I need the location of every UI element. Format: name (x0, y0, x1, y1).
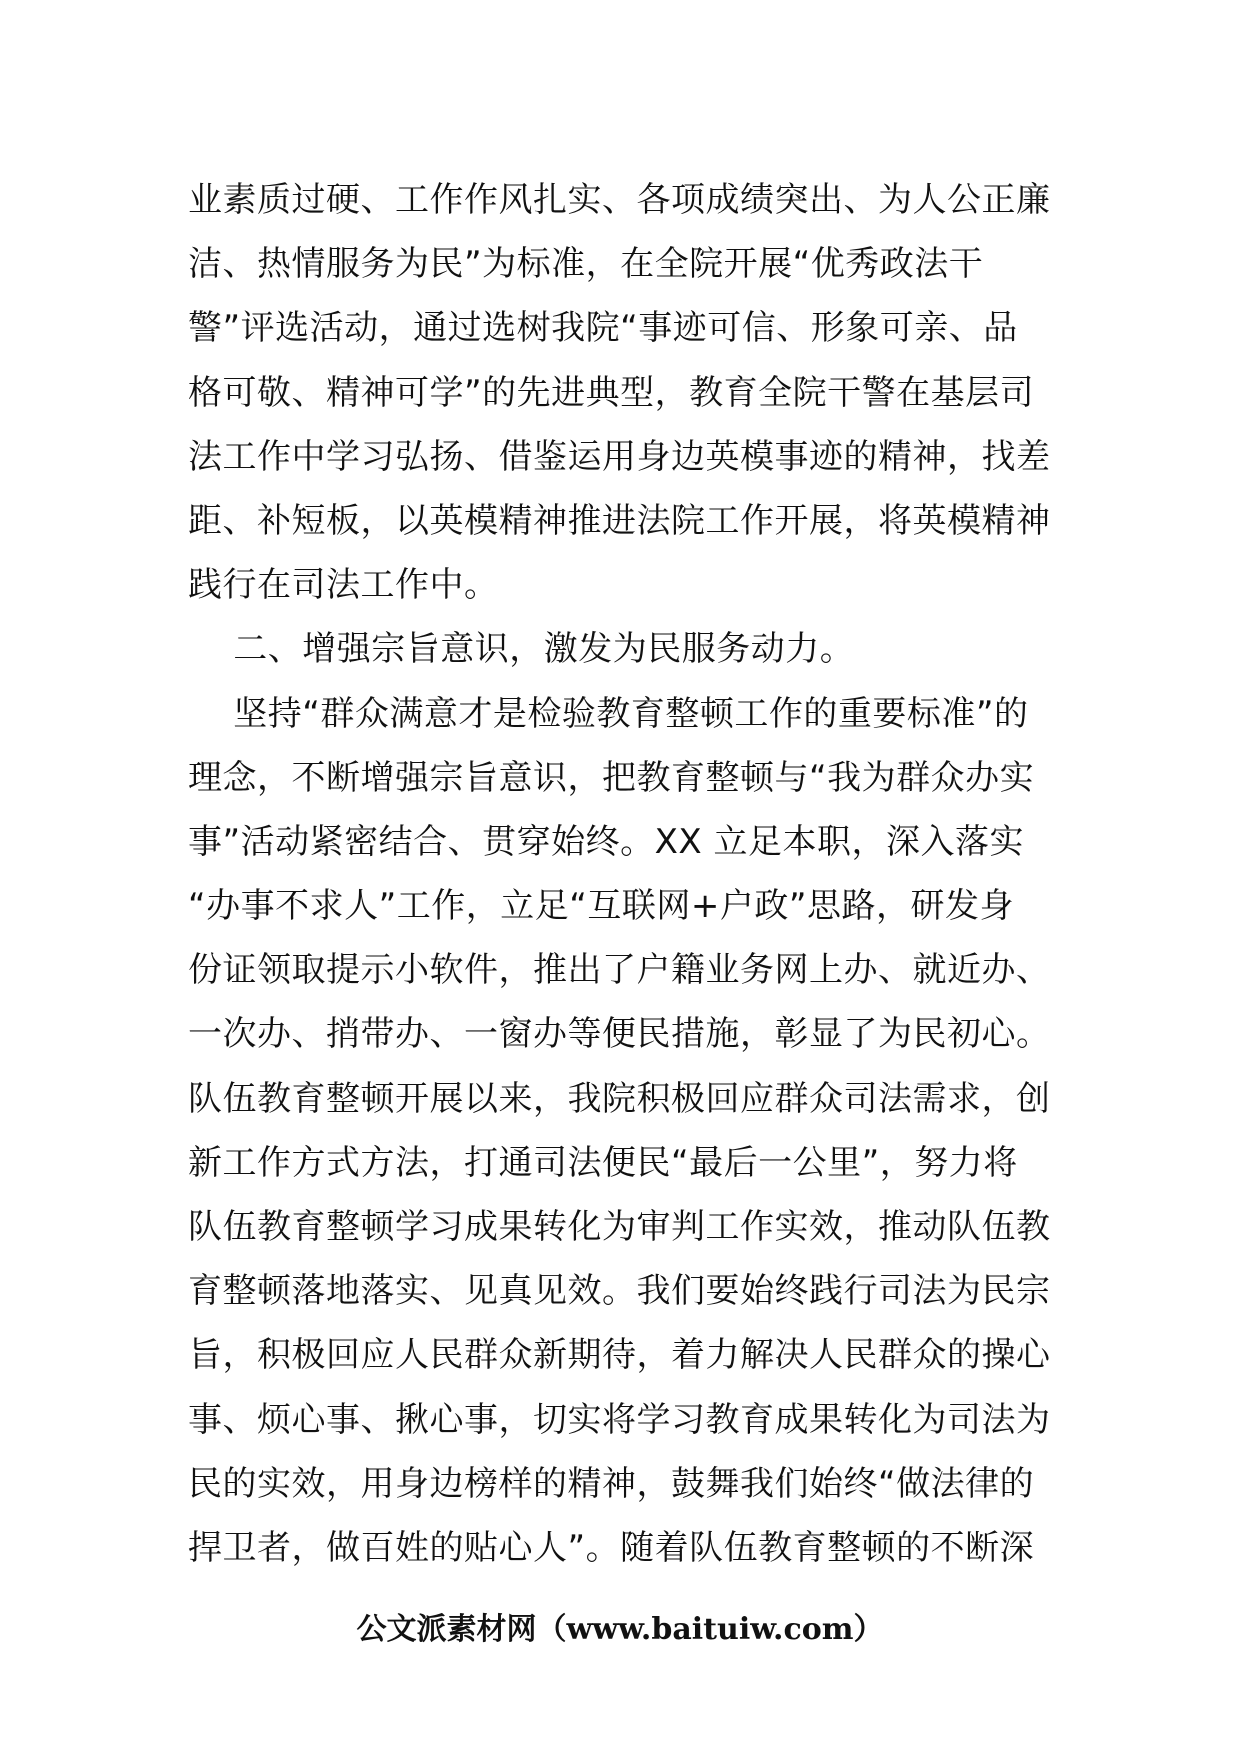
text-line: 坚持“群众满意才是检验教育整顿工作的重要标准”的 (188, 693, 1029, 734)
section-heading: 二、增强宗旨意识，激发为民服务动力。 (188, 629, 855, 670)
text-line: 民的实效，用身边榜样的精神，鼓舞我们始终“做法律的 (188, 1463, 1035, 1504)
text-line: 事”活动紧密结合、贯穿始终。XX 立足本职，深入落实 (188, 821, 1025, 862)
text-line: 理念，不断增强宗旨意识，把教育整顿与“我为群众办实 (188, 757, 1035, 798)
footer-watermark: 公文派素材网（www.baituiw.com） (356, 1612, 884, 1647)
text-line: 捍卫者，做百姓的贴心人”。随着队伍教育整顿的不断深 (188, 1527, 1035, 1568)
text-line: 队伍教育整顿学习成果转化为审判工作实效，推动队伍教 (188, 1207, 1051, 1247)
document-body (188, 168, 1068, 1580)
text-line: 队伍教育整顿开展以来，我院积极回应群众司法需求，创 (188, 1078, 1051, 1119)
text-line: 新工作方式方法，打通司法便民“最后一公里”，努力将 (188, 1142, 1018, 1183)
text-line: 事、烦心事、揪心事，切实将学习教育成果转化为司法为 (188, 1399, 1051, 1440)
text-line: 一次办、捎带办、一窗办等便民措施，彰显了为民初心。 (188, 1014, 1051, 1055)
text-line: 践行在司法工作中。 (188, 565, 499, 606)
text-line: 格可敬、精神可学”的先进典型，教育全院干警在基层司 (188, 372, 1035, 413)
text-line: 育整顿落地落实、见真见效。我们要始终践行司法为民宗 (188, 1271, 1051, 1312)
text-line: 洁、热情服务为民”为标准，在全院开展“优秀政法干 (188, 244, 984, 285)
text-line: 业素质过硬、工作作风扎实、各项成绩突出、为人公正廉 (188, 180, 1051, 220)
text-line: 旨，积极回应人民群众新期待，着力解决人民群众的操心 (188, 1335, 1051, 1376)
text-line: 法工作中学习弘扬、借鉴运用身边英模事迹的精神，找差 (188, 436, 1051, 477)
text-line: 距、补短板，以英模精神推进法院工作开展，将英模精神 (188, 500, 1051, 541)
text-line: 份证领取提示小软件，推出了户籍业务网上办、就近办、 (188, 950, 1051, 991)
text-line: “办事不求人”工作，立足“互联网+户政”思路，研发身 (188, 886, 1014, 927)
text-line: 警”评选活动，通过选树我院“事迹可信、形象可亲、品 (188, 308, 1018, 349)
